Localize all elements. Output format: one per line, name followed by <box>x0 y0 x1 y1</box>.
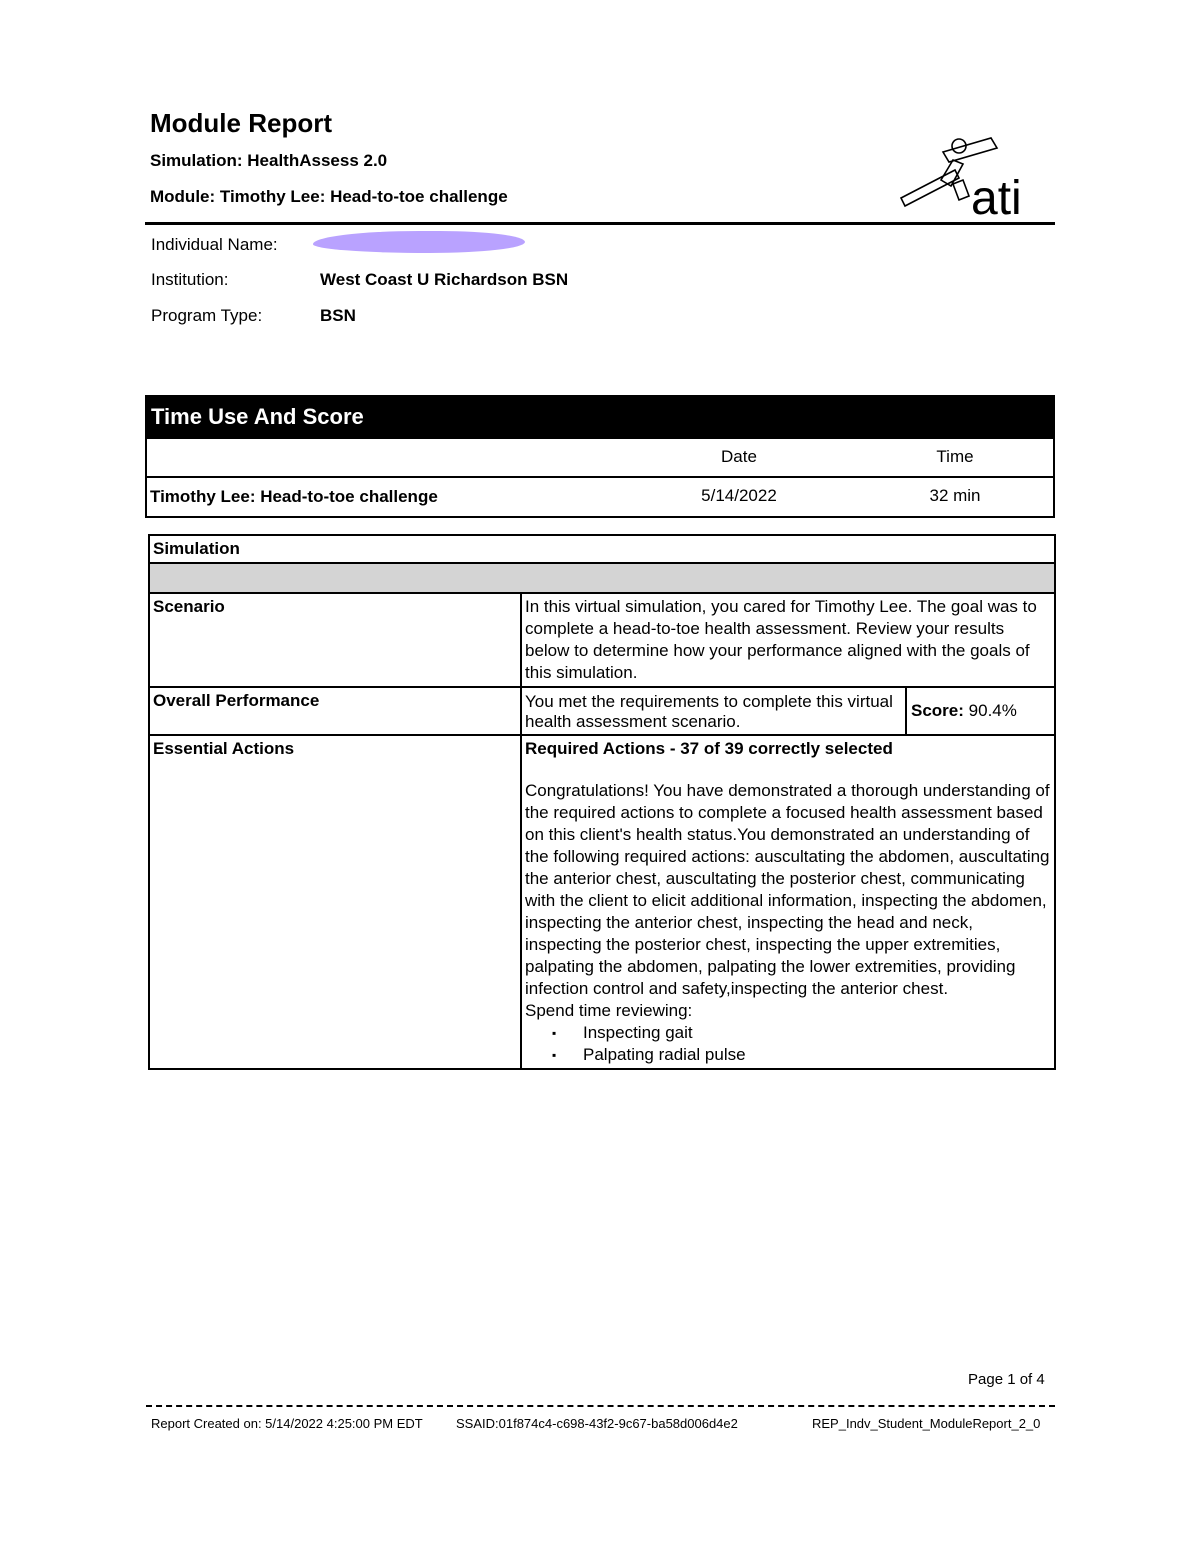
ati-logo <box>893 130 1043 218</box>
simulation-subtitle: Simulation: HealthAssess 2.0 <box>150 151 388 170</box>
program-type-label: Program Type: <box>151 306 263 325</box>
report-id: REP_Indv_Student_ModuleReport_2_0 <box>812 1416 1041 1431</box>
time-use-row <box>147 476 1053 516</box>
redacted-name <box>313 231 525 253</box>
review-list <box>525 1022 1051 1066</box>
score-value: 90.4% <box>968 701 1017 720</box>
overall-performance-text: You met the requirements to complete this virtual health assessment scenario. <box>525 692 893 731</box>
ssaid: SSAID:01f874c4-c698-43f2-9c67-ba58d006d4e2 <box>456 1416 738 1431</box>
essential-actions-label: Essential Actions <box>149 735 521 1069</box>
module-name-cell: Timothy Lee: Head-to-toe challenge <box>150 487 438 506</box>
header-rule <box>145 222 1055 225</box>
svg-text:ati: ati <box>971 172 1022 218</box>
date-cell: 5/14/2022 <box>701 486 777 505</box>
essential-actions-cell <box>521 735 1055 1069</box>
scenario-text: In this virtual simulation, you cared for Timothy Lee. The goal was to complete a head-to-toe health assessment. Review your results below to determine how your performance aligned with the goals of this simulation. <box>521 593 1055 687</box>
review-item: ▪ Inspecting gait <box>583 1022 1051 1044</box>
time-header: Time <box>936 447 974 466</box>
required-actions-heading: Required Actions - 37 of 39 correctly selected <box>525 739 893 758</box>
module-subtitle: Module: Timothy Lee: Head-to-toe challenge <box>150 187 508 206</box>
institution-label: Institution: <box>151 270 229 289</box>
report-created: Report Created on: 5/14/2022 4:25:00 PM EDT <box>151 1416 423 1431</box>
scenario-label: Scenario <box>149 593 521 687</box>
report-title: Module Report <box>150 108 332 138</box>
score-label: Score: <box>911 701 964 720</box>
review-item: ▪ Palpating radial pulse <box>583 1044 1051 1066</box>
gray-divider-row <box>149 563 1055 593</box>
time-cell: 32 min <box>929 486 981 505</box>
overall-performance-cell <box>521 687 1055 735</box>
score-cell <box>906 688 1054 734</box>
time-use-heading: Time Use And Score <box>147 397 1053 437</box>
overall-performance-label: Overall Performance <box>149 687 521 735</box>
time-use-header-row <box>147 437 1053 476</box>
date-header: Date <box>721 447 757 466</box>
program-type-value: BSN <box>320 306 356 325</box>
page-number: Page 1 of 4 <box>968 1371 1045 1388</box>
simulation-heading: Simulation <box>149 535 1055 563</box>
footer-dashed-rule <box>146 1405 1055 1407</box>
time-use-table <box>145 395 1055 518</box>
individual-name-label: Individual Name: <box>151 235 278 254</box>
simulation-table <box>148 534 1056 1070</box>
institution-value: West Coast U Richardson BSN <box>320 270 569 289</box>
review-intro: Spend time reviewing: <box>525 1001 693 1020</box>
congratulations-text: Congratulations! You have demonstrated a thorough understanding of the required actions to complete a focused health assessment based on this client's health status.You demonstrated an understanding of the following required actions: auscultating the abdomen, auscultating the anterior chest, auscultating the posterior chest, communicating with the client to elicit additional information, inspecting the abdomen, inspecting the anterior chest, inspecting the head and neck, inspecting the posterior chest, inspecting the upper extremities, palpating the abdomen, palpating the lower extremities, providing infection control and safety,inspecting the anterior chest. <box>525 781 1050 998</box>
